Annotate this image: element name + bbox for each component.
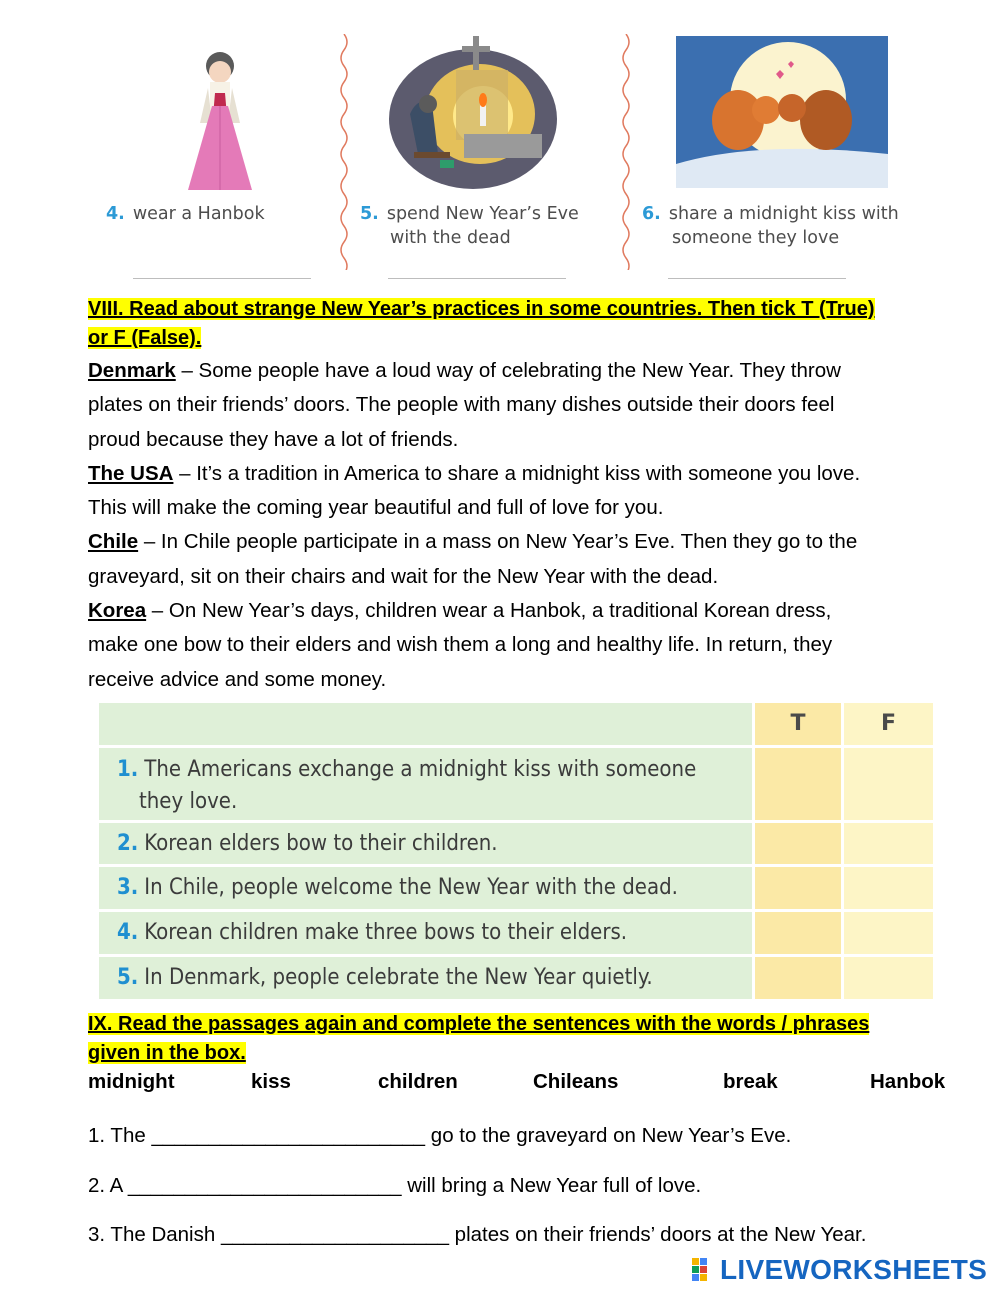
tick-false-1[interactable] [844, 748, 933, 820]
hanbok-girl-illustration [170, 48, 270, 193]
picture-item-5 [358, 30, 618, 280]
column-f-header: F [844, 703, 933, 745]
answer-line-4[interactable] [133, 278, 311, 279]
logo-icon [692, 1256, 718, 1284]
fill-sentence-1: 1. The ________________________ go to the graveyard on New Year’s Eve. [88, 1124, 792, 1147]
blank-input-2[interactable]: ________________________ [127, 1174, 402, 1197]
word-item: Hanbok [870, 1070, 946, 1093]
answer-line-6[interactable] [668, 278, 846, 279]
tick-false-5[interactable] [844, 957, 933, 999]
word-item: Chileans [533, 1070, 619, 1093]
answer-line-5[interactable] [388, 278, 566, 279]
word-item: kiss [251, 1070, 291, 1093]
section9-heading: IX. Read the passages again and complete the sentences with the words / phrases given in the box. [88, 1013, 870, 1064]
column-t-header: T [755, 703, 841, 745]
word-item: break [723, 1070, 778, 1093]
liveworksheets-logo: LIVEWORKSHEETS [692, 1254, 987, 1286]
tick-false-2[interactable] [844, 823, 933, 864]
tick-true-2[interactable] [755, 823, 841, 864]
section8-heading: VIII. Read about strange New Year’s practices in some countries. Then tick T (True) or F (False). [88, 298, 875, 349]
table-header-row [99, 703, 933, 745]
word-item: midnight [88, 1070, 175, 1093]
tick-false-4[interactable] [844, 912, 933, 954]
passage-chile: Chile – In Chile people participate in a mass on New Year’s Eve. Then they go to the [88, 530, 858, 554]
tick-true-4[interactable] [755, 912, 841, 954]
squirrels-illustration [676, 36, 888, 188]
picture-item-4 [90, 30, 340, 280]
picture-item-6 [640, 30, 940, 280]
divider-wavy [620, 34, 632, 270]
caption-5: 5. spend New Year’s Eve with the dead [360, 204, 579, 248]
true-false-table [99, 703, 933, 999]
passage-korea: Korea – On New Year’s days, children wear a Hanbok, a traditional Korean dress, [88, 599, 832, 623]
table-row: 5. In Denmark, people celebrate the New Year quietly. [99, 957, 933, 999]
table-row: 1. The Americans exchange a midnight kiss with someone they love. [99, 748, 933, 820]
blank-input-3[interactable]: ____________________ [220, 1223, 449, 1246]
passage-usa: The USA – It’s a tradition in America to share a midnight kiss with someone you love. [88, 461, 861, 485]
table-row: 2. Korean elders bow to their children. [99, 823, 933, 864]
fill-sentence-3: 3. The Danish ____________________ plates on their friends’ doors at the New Year. [88, 1223, 867, 1246]
word-item: children [378, 1070, 458, 1093]
table-row: 4. Korean children make three bows to their elders. [99, 912, 933, 954]
blank-input-1[interactable]: ________________________ [151, 1124, 426, 1147]
tick-true-3[interactable] [755, 867, 841, 909]
tick-true-5[interactable] [755, 957, 841, 999]
divider-wavy [338, 34, 350, 270]
picture-strip [90, 30, 940, 280]
reading-passages: Denmark – Some people have a loud way of celebrating the New Year. They throw plates on their friends’ doors. The people with many dishes outside their doors feel proud because they have a lot of friends. The USA – It’s a tradition in America to share a midnight kiss with someone you love. This will make the coming year beautiful and full of love for you. Chile – In Chile people participate in a mass on New Year’s Eve. Then they go to the graveyard, sit on their chairs and wait for the New Year with the dead. Korea – On New Year’s days, children wear a Hanbok, a traditional Korean dress, make one bow to their elders and wish them a long and healthy life. In return, they receive advice and some money. [88, 354, 948, 697]
caption-4: 4. wear a Hanbok [106, 204, 265, 224]
table-row: 3. In Chile, people welcome the New Year with the dead. [99, 867, 933, 909]
passage-denmark: Denmark – Some people have a loud way of celebrating the New Year. They throw [88, 359, 841, 382]
grave-candle-illustration [388, 34, 558, 192]
tick-true-1[interactable] [755, 748, 841, 820]
caption-6: 6. share a midnight kiss with someone they love [642, 204, 899, 248]
fill-sentence-2: 2. A ________________________ will bring a New Year full of love. [88, 1174, 702, 1197]
tick-false-3[interactable] [844, 867, 933, 909]
